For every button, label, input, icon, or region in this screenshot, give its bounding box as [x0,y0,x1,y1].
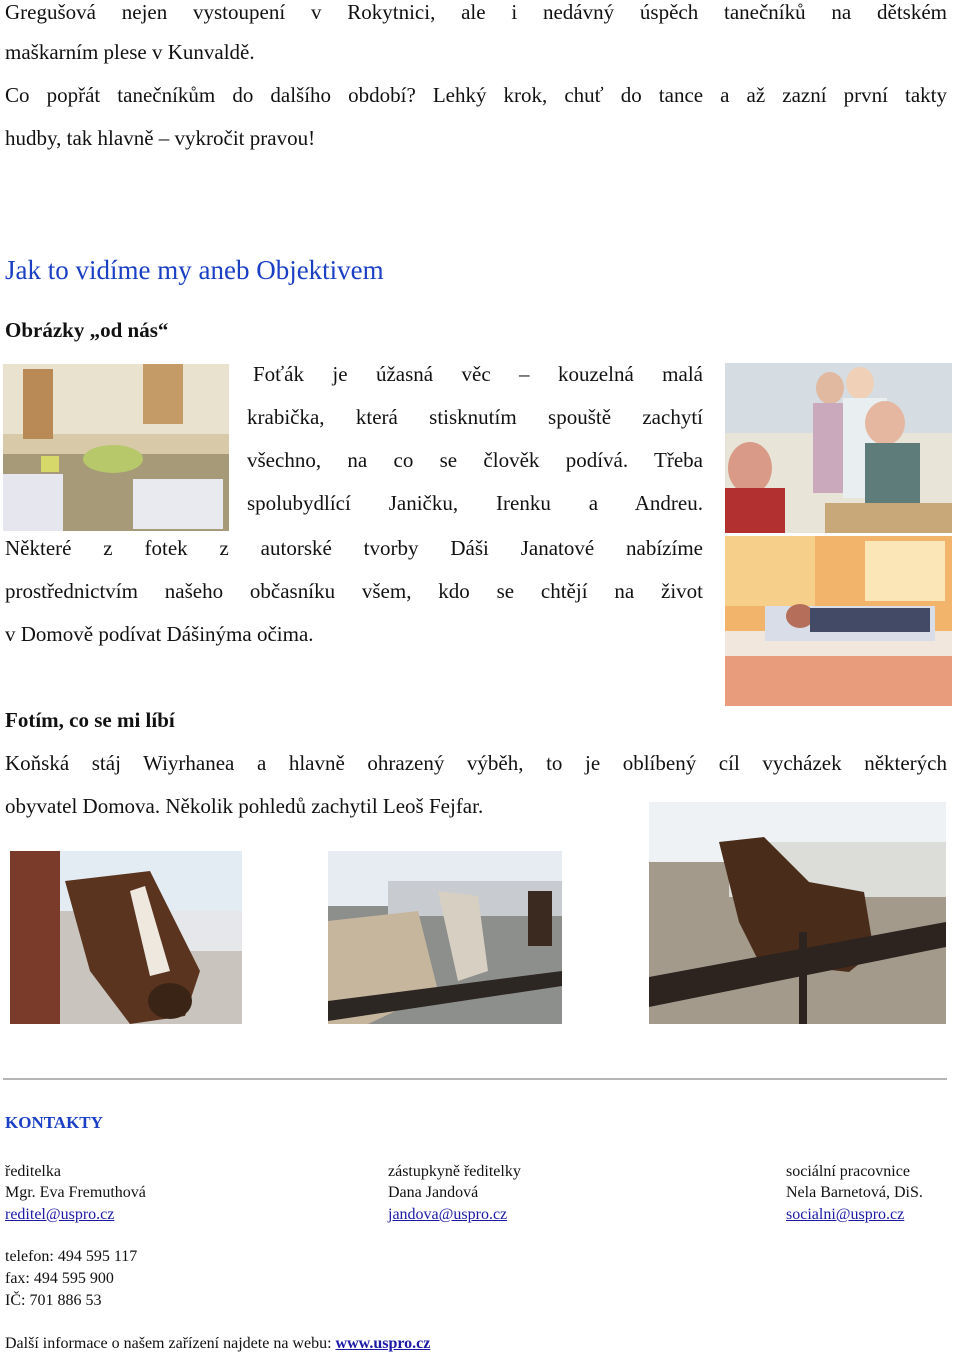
contact-role-1: ředitelka [5,1163,61,1180]
contact-fax: fax: 494 595 900 [5,1270,114,1287]
photo-residents [725,363,952,533]
contacts-title: KONTAKTY [5,1113,103,1132]
photo-horse-head [10,851,242,1024]
web-info [5,1335,430,1353]
contact-email-2[interactable]: jandova@uspro.cz [388,1206,508,1223]
photo-horses-grazing [328,851,562,1024]
para1-line-3: všechno, na co se člověk podívá. Třeba [247,448,703,472]
footer-divider [3,1078,947,1080]
contact-name-2: Dana Jandová [388,1184,479,1201]
para2-line-2: obyvatel Domova. Několik pohledů zachytil Leoš Fejfar. [5,794,484,818]
photo-room-toys [3,364,229,531]
para1-line-2: krabička, která stisknutím spouště zachytí [247,405,703,429]
para1-line-5: Některé z fotek z autorské tvorby Dáši Janatové nabízíme [5,536,703,560]
para2-line-1: Koňská stáj Wiyrhanea a hlavně ohrazený výběh, to je oblíbený cíl vycházek některých [5,751,947,775]
contact-ic: IČ: 701 886 53 [5,1292,102,1309]
section-title: Jak to vidíme my aneb Objektivem [5,255,384,285]
intro-line-2: maškarním plese v Kunvaldě. [5,40,255,64]
para1-line-4: spolubydlící Janičku, Irenku a Andreu. [247,491,703,515]
web-link[interactable]: www.uspro.cz [335,1335,431,1352]
intro-line-1: Gregušová nejen vystoupení v Rokytnici, ale i nedávný úspěch tanečníků na dětském [5,0,947,24]
contact-role-2: zástupkyně ředitelky [388,1163,521,1180]
contact-email-1[interactable]: reditel@uspro.cz [5,1206,115,1223]
subtitle-fotim: Fotím, co se mi líbí [5,708,175,732]
photo-bed [725,536,952,706]
intro-line-3: Co popřát tanečníkům do dalšího období? Lehký krok, chuť do tance a až zazní první takty [5,83,947,107]
photo-horse-fence [649,802,946,1024]
intro-line-4: hudby, tak hlavně – vykročit pravou! [5,126,316,150]
subtitle-od-nas: Obrázky „od nás“ [5,318,169,342]
contact-name-3: Nela Barnetová, DiS. [786,1184,923,1201]
para1-line-1: Foťák je úžasná věc – kouzelná malá [253,362,703,386]
para1-line-7: v Domově podívat Dášinýma očima. [5,622,314,646]
contact-email-3[interactable]: socialni@uspro.cz [786,1206,905,1223]
contact-phone: telefon: 494 595 117 [5,1248,138,1265]
para1-line-6: prostřednictvím našeho občasníku všem, kdo se chtějí na život [5,579,703,603]
contact-name-1: Mgr. Eva Fremuthová [5,1184,146,1201]
contact-role-3: sociální pracovnice [786,1163,910,1180]
web-info-text: Další informace o našem zařízení najdete na webu: [5,1335,336,1352]
